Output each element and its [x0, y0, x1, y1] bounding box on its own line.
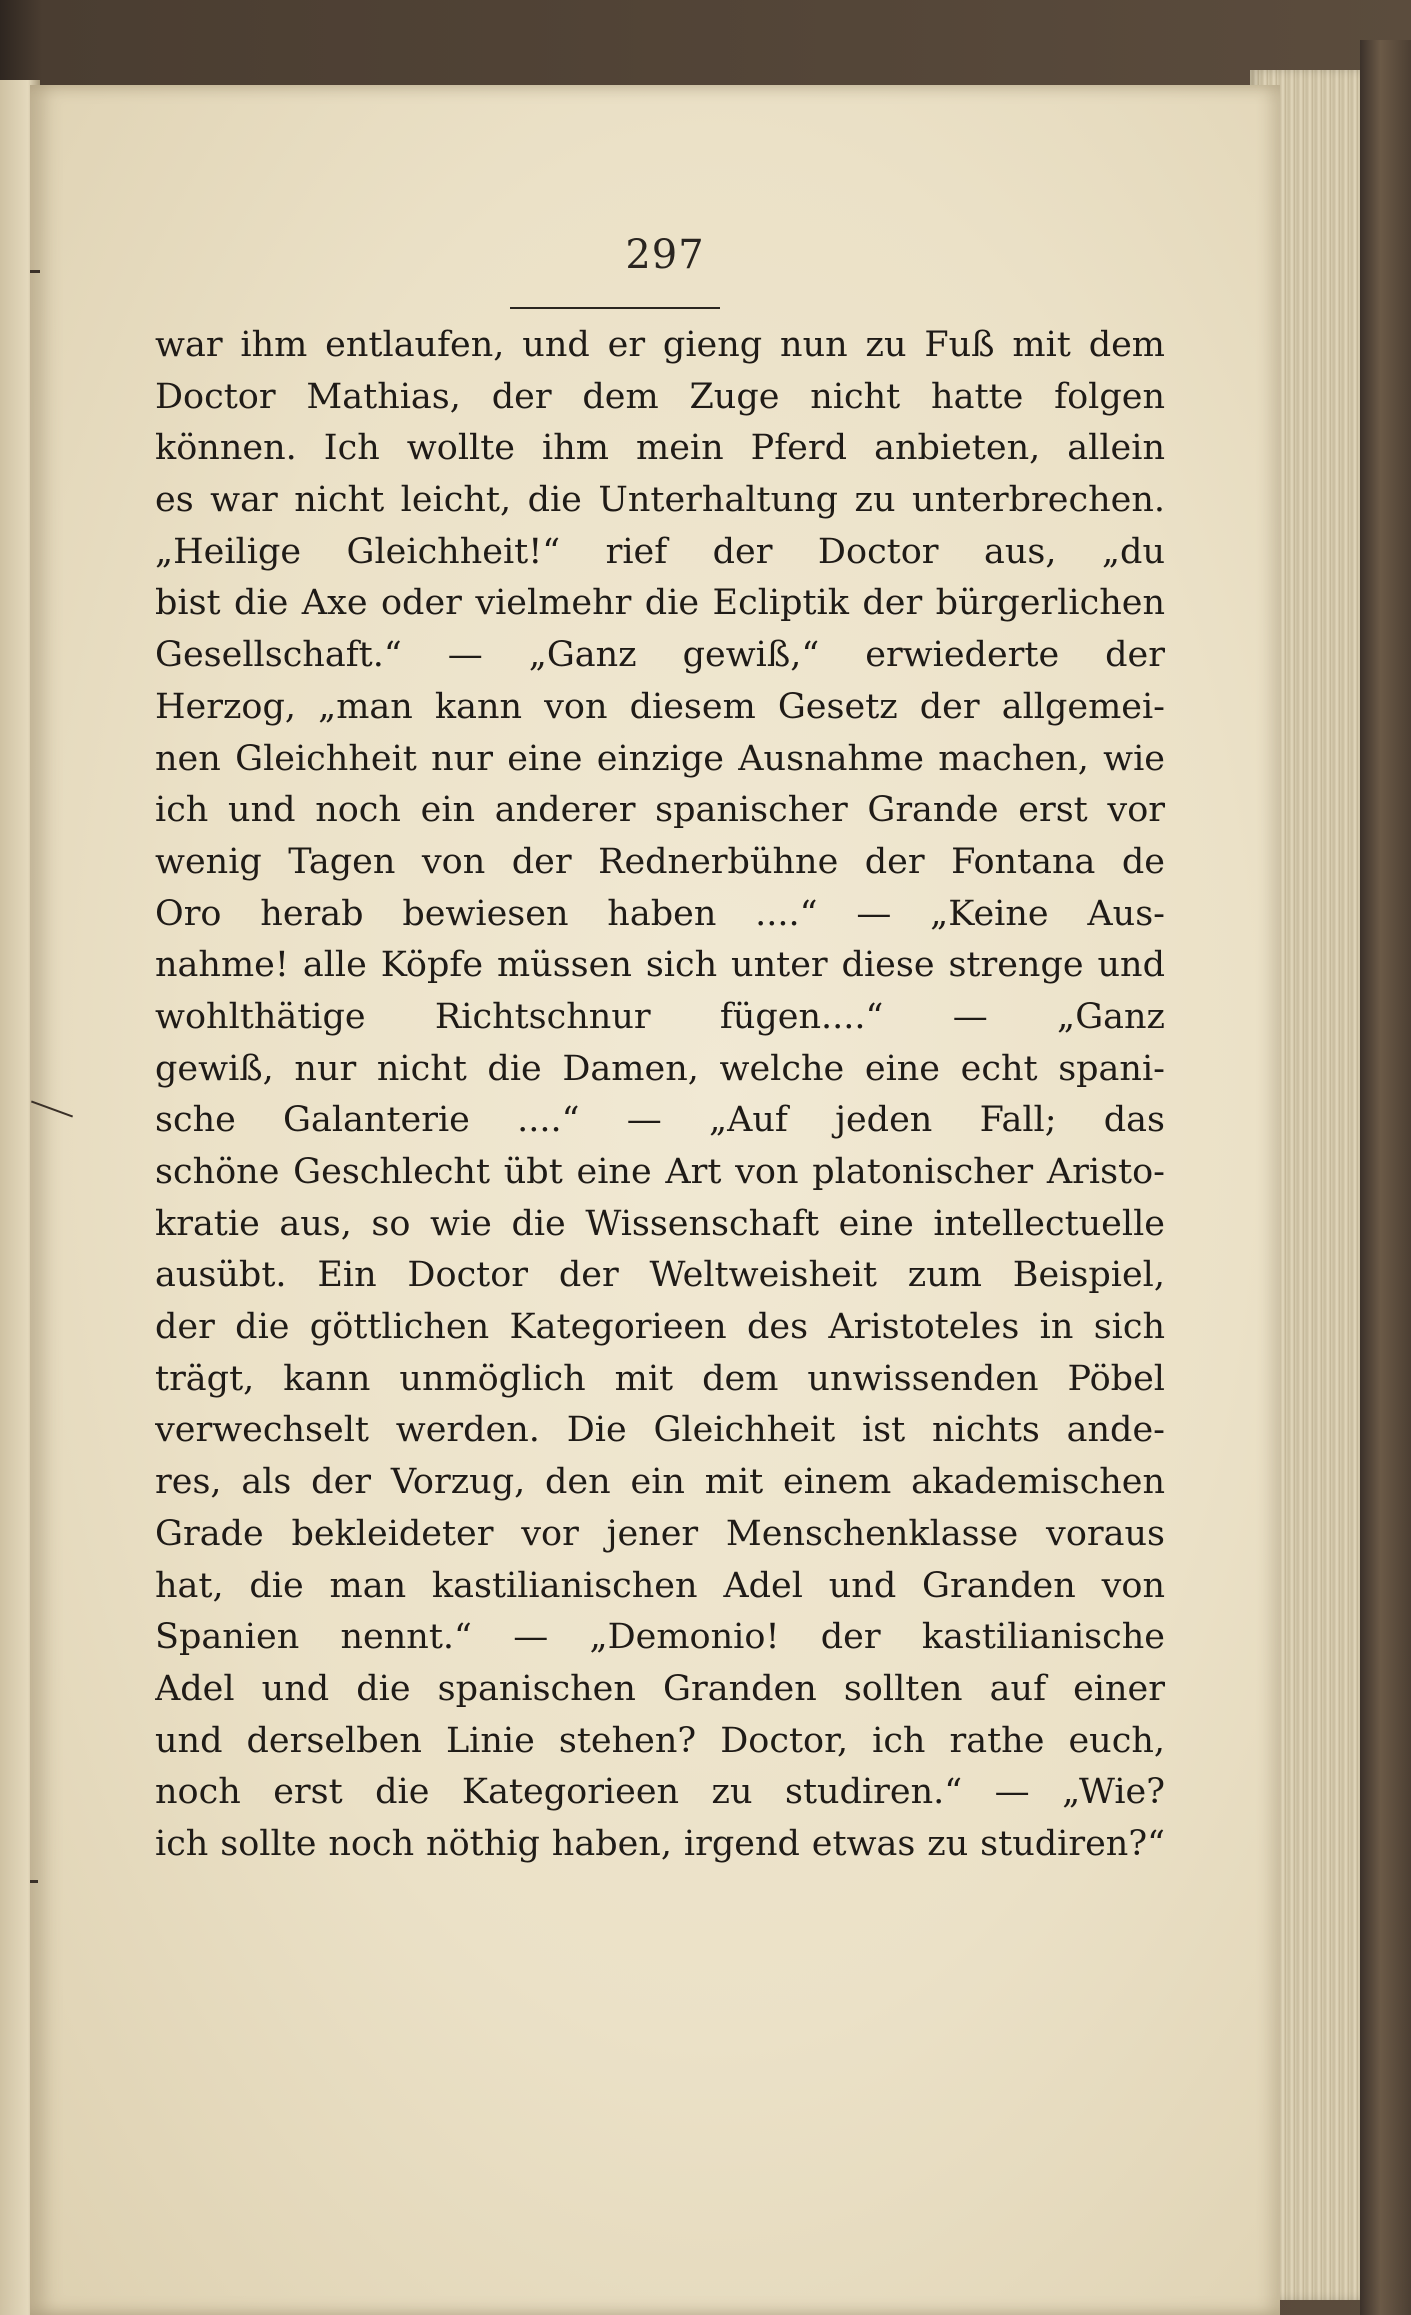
text-line: Grade bekleideter vor jener Menschenklasse voraus [155, 1513, 1165, 1554]
text-line: wenig Tagen von der Rednerbühne der Fontana de [155, 841, 1165, 882]
text-line: ich und noch ein anderer spanischer Grande erst vor [155, 790, 1165, 831]
text-line: und derselben Linie stehen? Doctor, ich rathe euch, [155, 1720, 1165, 1761]
text-line: res, als der Vorzug, den ein mit einem akademischen [155, 1462, 1165, 1503]
text-line: Adel und die spanischen Granden sollten auf einer [155, 1668, 1165, 1709]
text-line: es war nicht leicht, die Unterhaltung zu unterbrechen. [155, 480, 1165, 521]
text-line: war ihm entlaufen, und er gieng nun zu Fuß mit dem [155, 325, 1165, 365]
text-line: „Heilige Gleichheit!“ rief der Doctor aus, „du [155, 531, 1165, 572]
text-line: trägt, kann unmöglich mit dem unwissenden Pöbel [155, 1358, 1165, 1399]
text-line: ich sollte noch nöthig haben, irgend etwas zu studiren?“ [155, 1823, 1165, 1864]
text-line: ausübt. Ein Doctor der Weltweisheit zum Beispiel, [155, 1255, 1165, 1296]
book-page [30, 85, 1280, 2315]
text-line: Spanien nennt.“ — „Demonio! der kastilianische [155, 1617, 1165, 1658]
text-line: Gesellschaft.“ — „Ganz gewiß,“ erwiederte der [155, 635, 1165, 676]
text-line: verwechselt werden. Die Gleichheit ist nichts ande- [155, 1410, 1165, 1451]
text-line: sche Galanterie ....“ — „Auf jeden Fall; das [155, 1100, 1165, 1141]
text-line: nen Gleichheit nur eine einzige Ausnahme machen, wie [155, 738, 1165, 779]
gutter-tick [30, 1880, 38, 1883]
text-line: kratie aus, so wie die Wissenschaft eine intellectuelle [155, 1203, 1165, 1244]
text-line: noch erst die Kategorieen zu studiren.“ — „Wie? [155, 1772, 1165, 1813]
text-line: schöne Geschlecht übt eine Art von platonischer Aristo- [155, 1152, 1165, 1192]
book-cover-edge [1360, 40, 1411, 2315]
page-number: 297 [625, 232, 705, 278]
text-line: der die göttlichen Kategorieen des Aristoteles in sich [155, 1307, 1165, 1348]
text-line: gewiß, nur nicht die Damen, welche eine echt spani- [155, 1048, 1165, 1089]
page-body [155, 320, 1165, 1871]
gutter-tick [30, 270, 40, 273]
text-line: hat, die man kastilianischen Adel und Granden von [155, 1565, 1165, 1606]
header-rule [510, 307, 720, 309]
text-line: Doctor Mathias, der dem Zuge nicht hatte folgen [155, 376, 1165, 417]
text-line: Oro herab bewiesen haben ....“ — „Keine Aus- [155, 893, 1165, 934]
text-line: bist die Axe oder vielmehr die Ecliptik der bürgerlichen [155, 583, 1165, 624]
text-line: können. Ich wollte ihm mein Pferd anbieten, allein [155, 428, 1165, 469]
text-line: Herzog, „man kann von diesem Gesetz der allgemei- [155, 686, 1165, 727]
text-line: wohlthätige Richtschnur fügen....“ — „Ganz [155, 996, 1165, 1037]
text-line: nahme! alle Köpfe müssen sich unter diese strenge und [155, 945, 1165, 986]
